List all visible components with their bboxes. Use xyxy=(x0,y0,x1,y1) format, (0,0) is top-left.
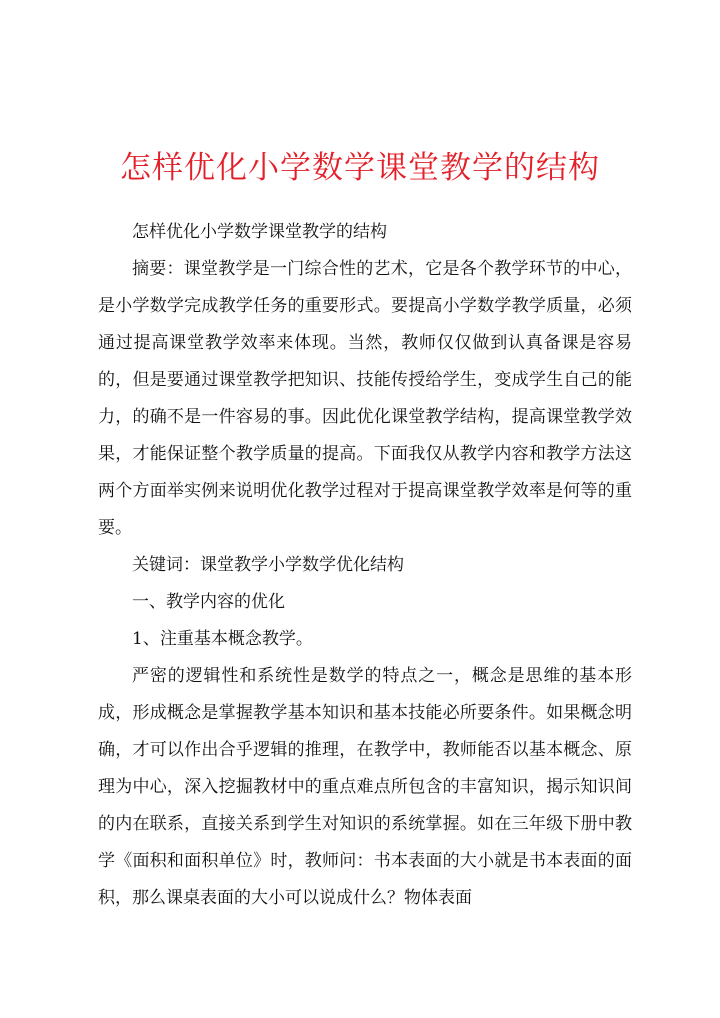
document-body xyxy=(98,214,632,917)
section-heading: 一、教学内容的优化 xyxy=(132,592,285,612)
paragraph-abstract: 摘要：课堂教学是一门综合性的艺术，它是各个教学环节的中心，是小学数学完成教学任务的重要形式。要提高小学数学教学质量，必须通过提高课堂教学效率来体现。当然，教师仅仅做到认真备课是容易的，但是要通过课堂教学把知识、技能传授给学生，变成学生自己的能力，的确不是一件容易的事。因此优化课堂教学结构，提高课堂教学效果，才能保证整个教学质量的提高。下面我仅从教学内容和教学方法这两个方面举实例来说明优化教学过程对于提高课堂教学效率是何等的重要。 xyxy=(98,259,632,538)
subsection-heading: 1、注重基本概念教学。 xyxy=(132,629,313,649)
paragraph-subtitle: 怎样优化小学数学课堂教学的结构 xyxy=(132,222,387,242)
paragraph-keywords: 关键词：课堂教学小学数学优化结构 xyxy=(132,555,404,575)
document-title: 怎样优化小学数学课堂教学的结构 xyxy=(120,150,600,186)
paragraph-body: 严密的逻辑性和系统性是数学的特点之一，概念是思维的基本形成，形成概念是掌握教学基本知识和基本技能必所要条件。如果概念明确，才可以作出合乎逻辑的推理，在教学中，教师能否以基本概念、原理为中心，深入挖掘教材中的重点难点所包含的丰富知识，揭示知识间的内在联系，直接关系到学生对知识的系统掌握。如在三年级下册中教学《面积和面积单位》时，教师问：书本表面的大小就是书本表面的面积，那么课桌表面的大小可以说成什么？物体表面 xyxy=(98,666,632,908)
